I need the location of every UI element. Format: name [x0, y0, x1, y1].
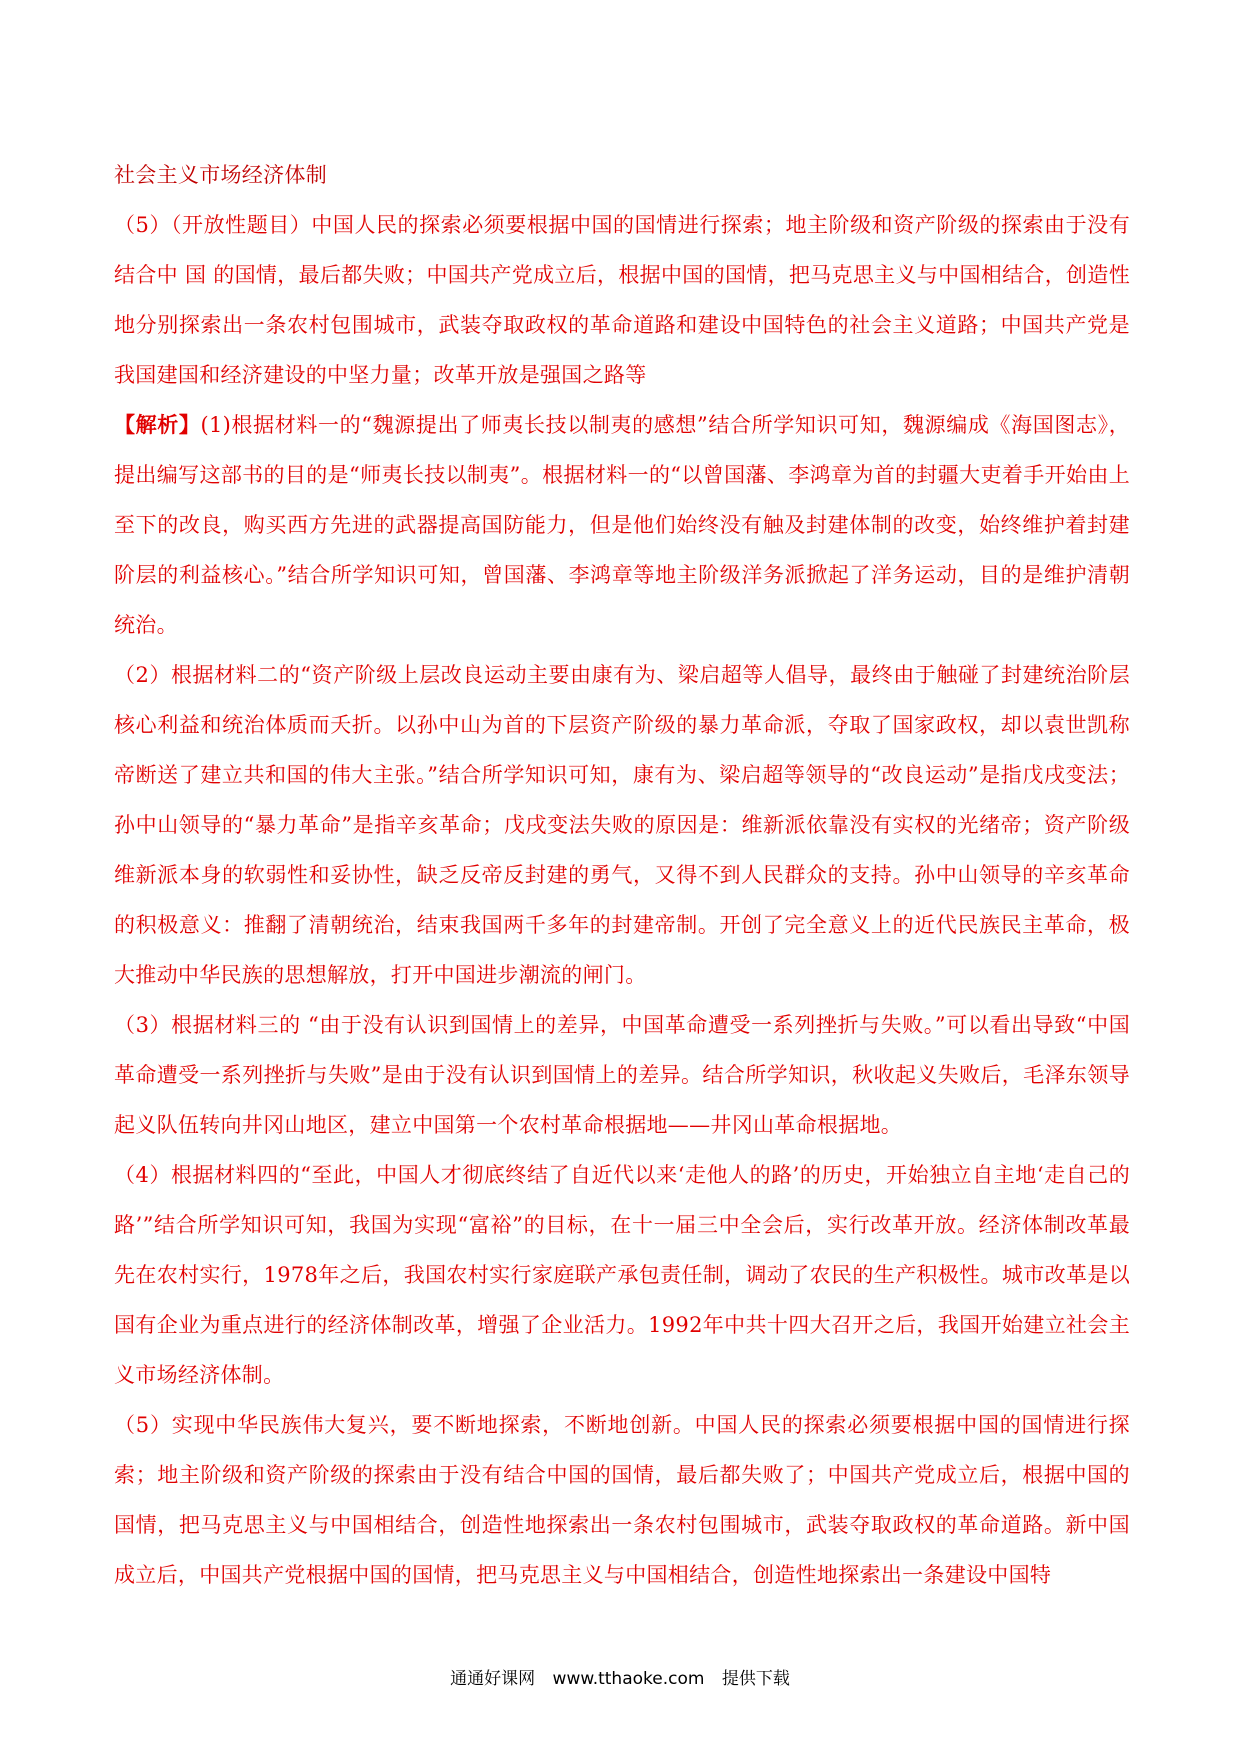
analysis-paragraph-3: （3）根据材料三的 “由于没有认识到国情上的差异，中国革命遭受一系列挫折与失败。”可以看出导致“中国革命遭受一系列挫折与失败”是由于没有认识到国情上的差异。结合所学知识，秋收起义失败后，毛泽东领导起义队伍转向井冈山地区，建立中国第一个农村革命根据地——井冈山革命根据地。 [114, 1013, 1130, 1137]
page-footer [0, 1664, 1240, 1689]
analysis-paragraph-5: （5）实现中华民族伟大复兴，要不断地探索，不断地创新。中国人民的探索必须要根据中国的国情进行探索；地主阶级和资产阶级的探索由于没有结合中国的国情，最后都失败了；中国共产党成立后，根据中国的国情，把马克思主义与中国相结合，创造性地探索出一条农村包围城市，武装夺取政权的革命道路。新中国成立后，中国共产党根据中国的国情，把马克思主义与中国相结合，创造性地探索出一条建设中国特 [114, 1413, 1130, 1587]
footer-note: 提供下载 [721, 1669, 790, 1689]
document-body [114, 150, 1130, 1600]
answer-part-5: （5）（开放性题目）中国人民的探索必须要根据中国的国情进行探索；地主阶级和资产阶级的探索由于没有结合中 国 的国情，最后都失败；中国共产党成立后，根据中国的国情，把马克思主义与中国相结合，创造性地分别探索出一条农村包围城市，武装夺取政权的革命道路和建设中国特色的社会主义道路；中国共产党是我国建国和经济建设的中坚力量；改革开放是强国之路等 [114, 213, 1130, 387]
analysis-paragraph-1 [114, 400, 1130, 650]
answer-line-0: 社会主义市场经济体制 [114, 163, 327, 187]
analysis-label: 【解析】 [114, 412, 201, 437]
analysis-paragraph-4: （4）根据材料四的“至此，中国人才彻底终结了自近代以来‘走他人的路’的历史，开始独立自主地‘走自己的路’”结合所学知识可知，我国为实现“富裕”的目标，在十一届三中全会后，实行改革开放。经济体制改革最先在农村实行，1978年之后，我国农村实行家庭联产承包责任制，调动了农民的生产积极性。城市改革是以国有企业为重点进行的经济体制改革，增强了企业活力。1992年中共十四大召开之后，我国开始建立社会主义市场经济体制。 [114, 1163, 1130, 1387]
analysis-text-1: (1)根据材料一的“魏源提出了师夷长技以制夷的感想”结合所学知识可知，魏源编成《海国图志》，提出编写这部书的目的是“师夷长技以制夷”。根据材料一的“以曾国藩、李鸿章为首的封疆大吏着手开始由上至下的改良，购买西方先进的武器提高国防能力，但是他们始终没有触及封建体制的改变，始终维护着封建阶层的利益核心。”结合所学知识可知，曾国藩、李鸿章等地主阶级洋务派掀起了洋务运动，目的是维护清朝统治。 [114, 413, 1131, 637]
footer-url[interactable]: www.tthaoke.com [552, 1669, 705, 1689]
footer-site-name: 通通好课网 [450, 1669, 536, 1689]
analysis-paragraph-2: （2）根据材料二的“资产阶级上层改良运动主要由康有为、梁启超等人倡导，最终由于触碰了封建统治阶层核心利益和统治体质而夭折。以孙中山为首的下层资产阶级的暴力革命派，夺取了国家政权，却以袁世凯称帝断送了建立共和国的伟大主张。”结合所学知识可知，康有为、梁启超等领导的“改良运动”是指戊戌变法；孙中山领导的“暴力革命”是指辛亥革命；戊戌变法失败的原因是：维新派依靠没有实权的光绪帝；资产阶级维新派本身的软弱性和妥协性，缺乏反帝反封建的勇气，又得不到人民群众的支持。孙中山领导的辛亥革命的积极意义：推翻了清朝统治，结束我国两千多年的封建帝制。开创了完全意义上的近代民族民主革命，极大推动中华民族的思想解放，打开中国进步潮流的闸门。 [114, 663, 1130, 987]
